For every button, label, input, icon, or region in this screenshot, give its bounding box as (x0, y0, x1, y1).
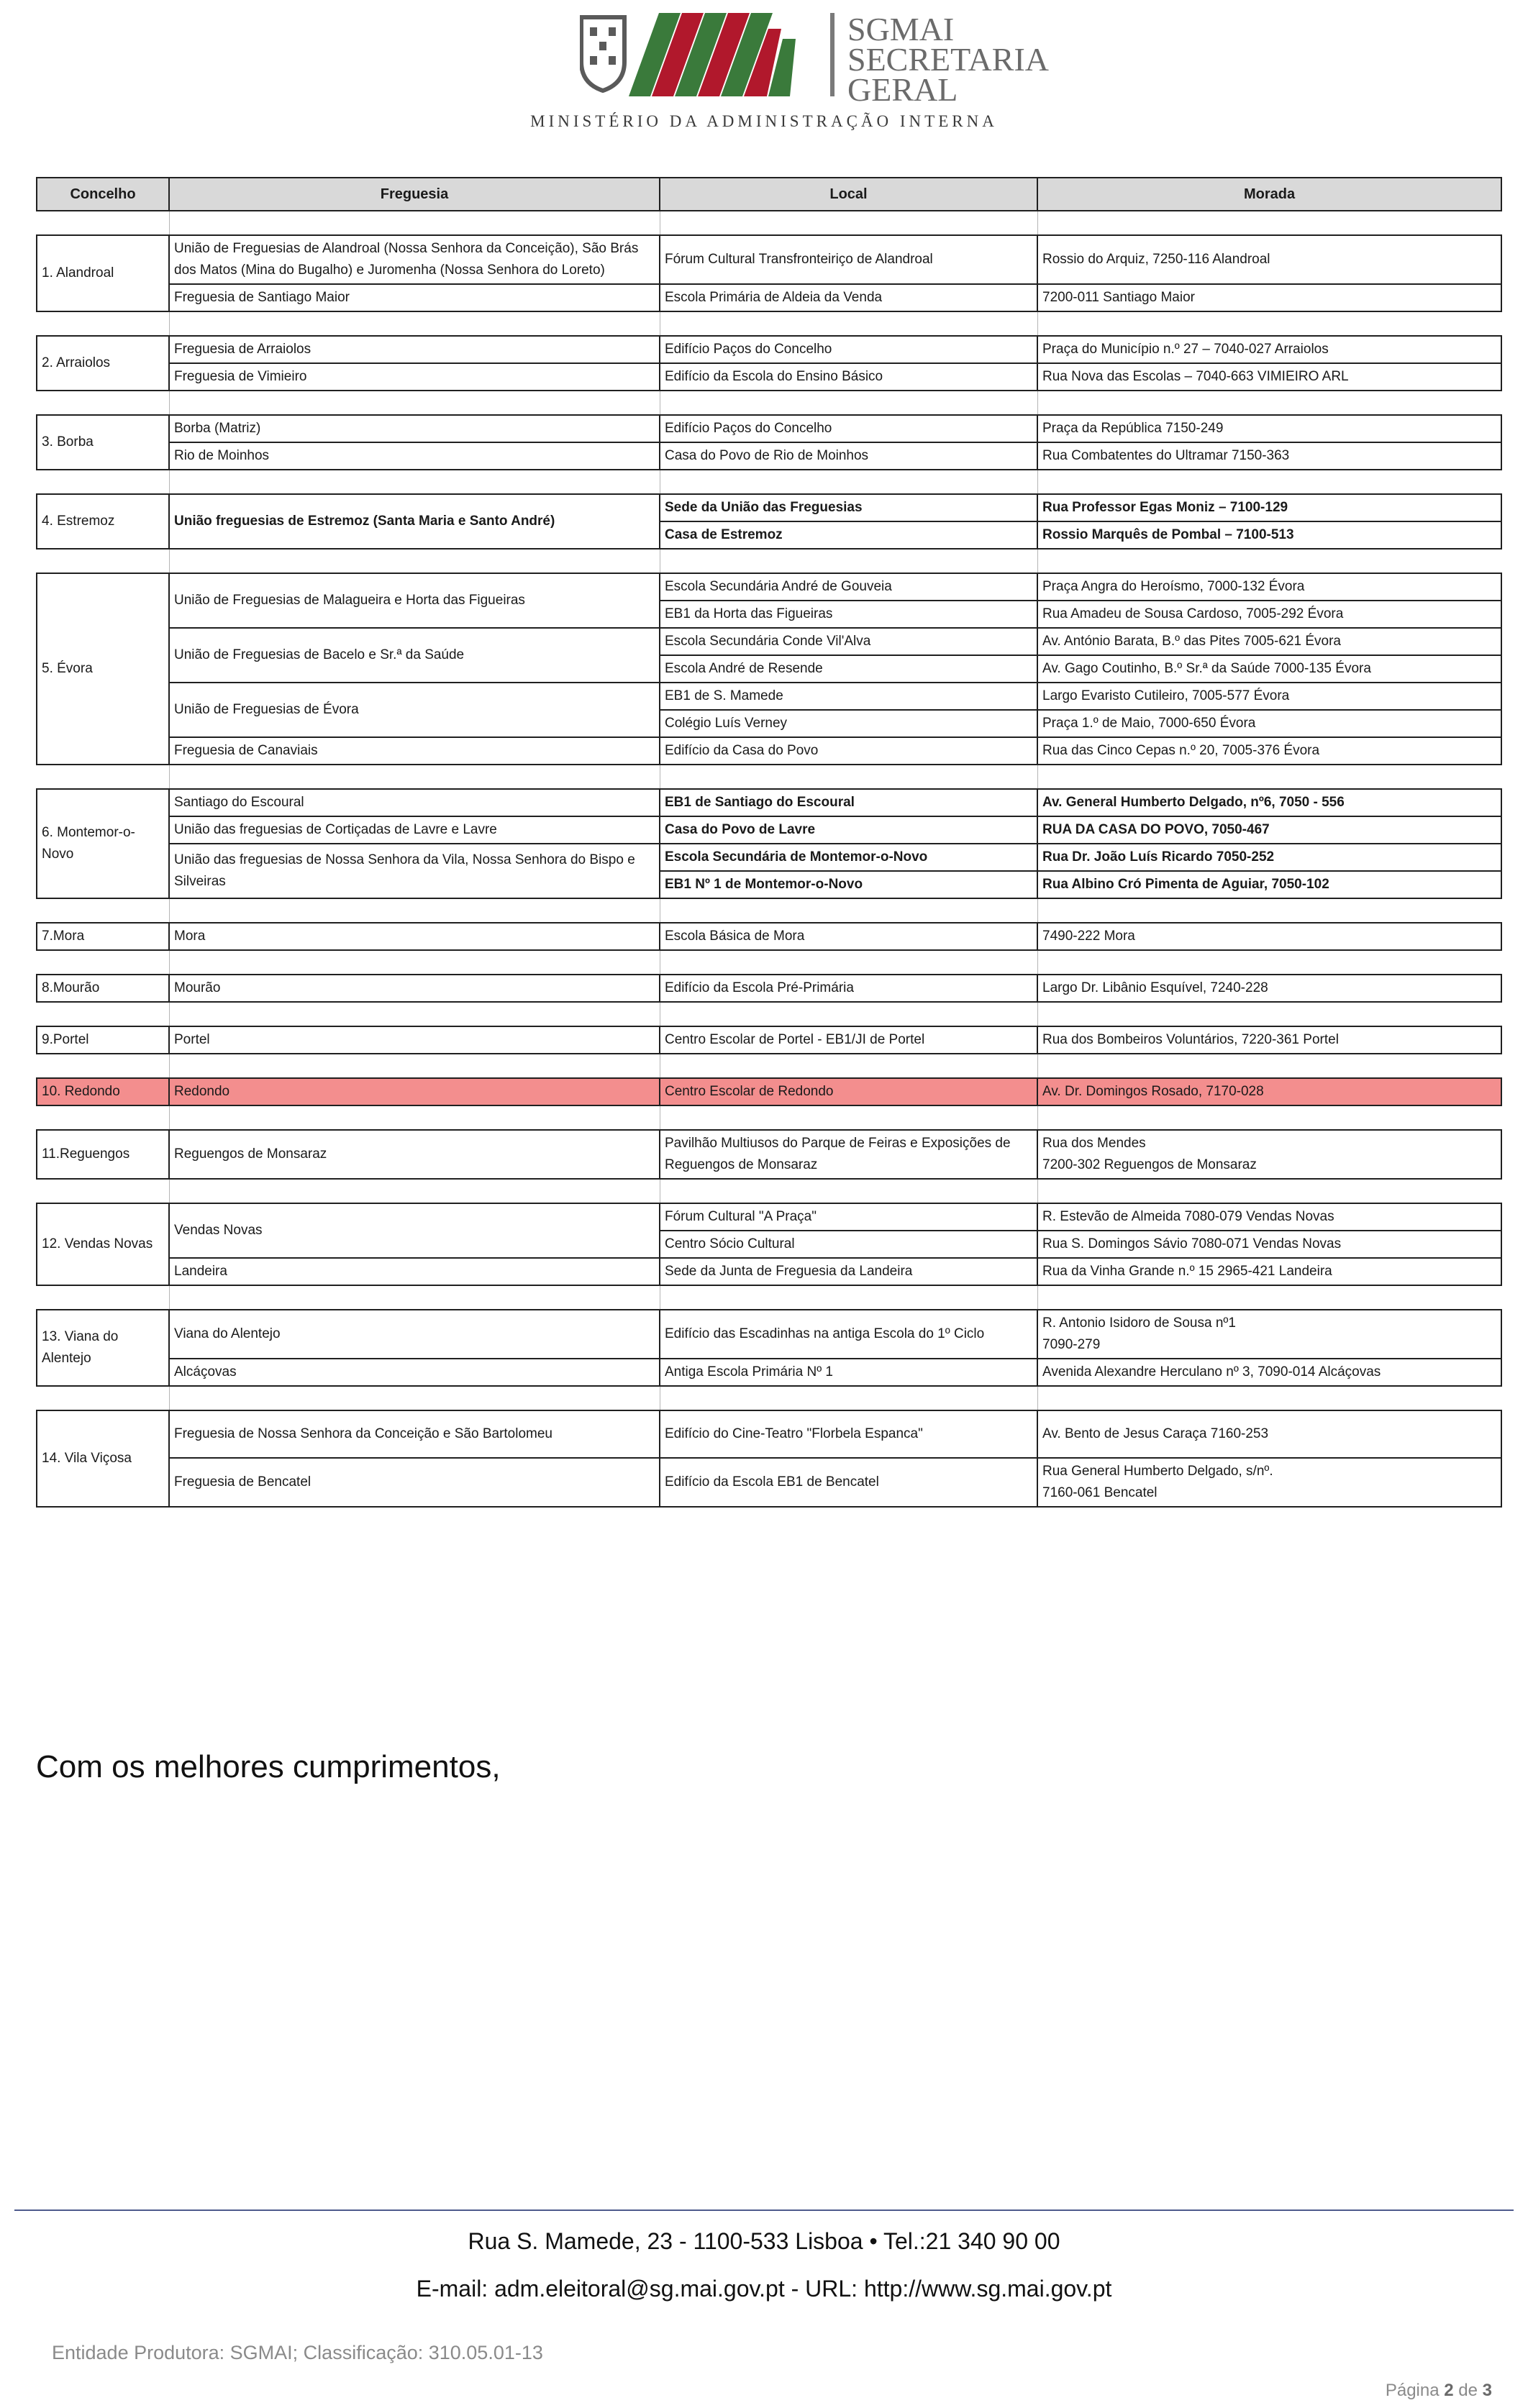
concelho-cell: 14. Vila Viçosa (37, 1410, 169, 1507)
page-total: 3 (1482, 2381, 1492, 2400)
freguesia-cell: União das freguesias de Nossa Senhora da Vila, Nossa Senhora do Bispo e Silveiras (169, 844, 660, 898)
morada-cell: Rua da Vinha Grande n.º 15 2965-421 Landeira (1037, 1258, 1501, 1285)
local-cell: Escola Secundária Conde Vil'Alva (660, 628, 1037, 655)
freguesia-cell: União de Freguesias de Malagueira e Horta das Figueiras (169, 573, 660, 628)
page-prefix: Página (1385, 2381, 1445, 2400)
morada-cell (1037, 1458, 1501, 1507)
table-separator (37, 549, 1501, 573)
polling-locations-table (36, 177, 1501, 1508)
freguesia-cell: Viana do Alentejo (169, 1310, 660, 1359)
freguesia-cell: Freguesia de Nossa Senhora da Conceição e São Bartolomeu (169, 1410, 660, 1458)
morada-cell: Rua Dr. João Luís Ricardo 7050-252 (1037, 844, 1501, 871)
logo-text-line3: GERAL (847, 71, 958, 108)
header-concelho: Concelho (37, 178, 169, 211)
freguesia-cell: União de Freguesias de Alandroal (Nossa Senhora da Conceição), São Brás dos Matos (Mina do Bugalho) e Juromenha (Nossa Senhora do Loreto) (169, 235, 660, 284)
freguesia-cell: União de Freguesias de Évora (169, 683, 660, 737)
concelho-cell: 1. Alandroal (37, 235, 169, 311)
concelho-cell: 13. Viana do Alentejo (37, 1310, 169, 1386)
table-separator (37, 1054, 1501, 1078)
table-row (37, 1130, 1501, 1179)
local-cell: EB1 Nº 1 de Montemor-o-Novo (660, 871, 1037, 898)
morada-cell: Avenida Alexandre Herculano nº 3, 7090-014 Alcáçovas (1037, 1359, 1501, 1386)
logo-text-line2: SECRETARIA (847, 41, 1049, 78)
freguesia-cell: Alcáçovas (169, 1359, 660, 1386)
table-row (37, 1410, 1501, 1458)
local-cell: Edifício da Escola EB1 de Bencatel (660, 1458, 1037, 1507)
morada-line: 7200-302 Reguengos de Monsaraz (1042, 1157, 1257, 1172)
morada-cell: Rua Professor Egas Moniz – 7100-129 (1037, 494, 1501, 521)
freguesia-cell: União de Freguesias de Bacelo e Sr.ª da Saúde (169, 628, 660, 683)
table-row (37, 844, 1501, 871)
table-row (37, 415, 1501, 442)
freguesia-cell: Mourão (169, 975, 660, 1002)
morada-line: 7160-061 Bencatel (1042, 1485, 1158, 1500)
local-cell: Escola André de Resende (660, 655, 1037, 683)
concelho-cell: 6. Montemor-o-Novo (37, 789, 169, 898)
morada-line: 7090-279 (1042, 1337, 1101, 1352)
freguesia-cell: Redondo (169, 1078, 660, 1105)
morada-cell: Rua Combatentes do Ultramar 7150-363 (1037, 442, 1501, 470)
table-row (37, 789, 1501, 816)
table-separator (37, 211, 1501, 235)
header-local: Local (660, 178, 1037, 211)
freguesia-cell: Freguesia de Santiago Maior (169, 284, 660, 311)
table-row (37, 284, 1501, 311)
freguesia-cell: União freguesias de Estremoz (Santa Maria e Santo André) (169, 494, 660, 549)
footer-divider (14, 2209, 1514, 2211)
morada-cell: Praça 1.º de Maio, 7000-650 Évora (1037, 710, 1501, 737)
local-cell: Centro Escolar de Portel - EB1/JI de Portel (660, 1026, 1037, 1054)
table-row (37, 816, 1501, 844)
table-row-highlighted (37, 1078, 1501, 1105)
concelho-cell: 12. Vendas Novas (37, 1203, 169, 1285)
concelho-cell: 9.Portel (37, 1026, 169, 1054)
local-cell: EB1 de Santiago do Escoural (660, 789, 1037, 816)
morada-cell: Av. Bento de Jesus Caraça 7160-253 (1037, 1410, 1501, 1458)
local-cell: Edifício do Cine-Teatro "Florbela Espanca" (660, 1410, 1037, 1458)
local-cell: Edifício Paços do Concelho (660, 415, 1037, 442)
morada-cell: 7200-011 Santiago Maior (1037, 284, 1501, 311)
freguesia-cell: União das freguesias de Cortiçadas de Lavre e Lavre (169, 816, 660, 844)
table-row (37, 494, 1501, 521)
concelho-cell: 7.Mora (37, 923, 169, 950)
morada-cell: RUA DA CASA DO POVO, 7050-467 (1037, 816, 1501, 844)
concelho-cell: 8.Mourão (37, 975, 169, 1002)
local-cell: Pavilhão Multiusos do Parque de Feiras e Exposições de Reguengos de Monsaraz (660, 1130, 1037, 1179)
morada-cell: Rua Amadeu de Sousa Cardoso, 7005-292 Évora (1037, 601, 1501, 628)
header-morada: Morada (1037, 178, 1501, 211)
footer-contacts: E-mail: adm.eleitoral@sg.mai.gov.pt - URL: http://www.sg.mai.gov.pt (416, 2276, 1112, 2302)
morada-cell: Rua das Cinco Cepas n.º 20, 7005-376 Évora (1037, 737, 1501, 765)
morada-cell: Rua S. Domingos Sávio 7080-071 Vendas Novas (1037, 1231, 1501, 1258)
freguesia-cell: Portel (169, 1026, 660, 1054)
table-row (37, 235, 1501, 284)
morada-cell: Rua Nova das Escolas – 7040-663 VIMIEIRO ARL (1037, 363, 1501, 391)
morada-cell: 7490-222 Mora (1037, 923, 1501, 950)
table-row (37, 573, 1501, 601)
local-cell: Sede da Junta de Freguesia da Landeira (660, 1258, 1037, 1285)
concelho-cell: 10. Redondo (37, 1078, 169, 1105)
table-separator (37, 1002, 1501, 1026)
morada-cell: Rossio do Arquiz, 7250-116 Alandroal (1037, 235, 1501, 284)
local-cell: Colégio Luís Verney (660, 710, 1037, 737)
morada-cell: Praça Angra do Heroísmo, 7000-132 Évora (1037, 573, 1501, 601)
morada-cell: Largo Evaristo Cutileiro, 7005-577 Évora (1037, 683, 1501, 710)
concelho-cell: 2. Arraiolos (37, 336, 169, 391)
table-header-row (37, 178, 1501, 211)
header-freguesia: Freguesia (169, 178, 660, 211)
table-separator (37, 391, 1501, 415)
page-number (1386, 2381, 1492, 2401)
local-cell: Sede da União das Freguesias (660, 494, 1037, 521)
table-separator (37, 1105, 1501, 1130)
freguesia-cell: Freguesia de Canaviais (169, 737, 660, 765)
local-cell: Antiga Escola Primária Nº 1 (660, 1359, 1037, 1386)
morada-line: Rua General Humberto Delgado, s/nº. (1042, 1464, 1273, 1479)
table-row (37, 1258, 1501, 1285)
morada-cell: Praça da República 7150-249 (1037, 415, 1501, 442)
table-row (37, 1359, 1501, 1386)
local-cell: Fórum Cultural "A Praça" (660, 1203, 1037, 1231)
local-cell: Edifício Paços do Concelho (660, 336, 1037, 363)
freguesia-cell: Borba (Matriz) (169, 415, 660, 442)
local-cell: Escola Primária de Aldeia da Venda (660, 284, 1037, 311)
morada-cell: Av. Dr. Domingos Rosado, 7170-028 (1037, 1078, 1501, 1105)
local-cell: EB1 da Horta das Figueiras (660, 601, 1037, 628)
concelho-cell: 11.Reguengos (37, 1130, 169, 1179)
morada-cell: Av. António Barata, B.º das Pites 7005-621 Évora (1037, 628, 1501, 655)
table-separator (37, 950, 1501, 975)
morada-line: R. Antonio Isidoro de Sousa nº1 (1042, 1315, 1236, 1331)
local-cell: Escola Básica de Mora (660, 923, 1037, 950)
table-row (37, 1203, 1501, 1231)
table-separator (37, 1179, 1501, 1203)
table-row (37, 628, 1501, 655)
table-row (37, 923, 1501, 950)
table-separator (37, 898, 1501, 923)
table-row (37, 1310, 1501, 1359)
freguesia-cell: Reguengos de Monsaraz (169, 1130, 660, 1179)
table-row (37, 737, 1501, 765)
morada-cell (1037, 1130, 1501, 1179)
table-row (37, 1026, 1501, 1054)
local-cell: Edifício das Escadinhas na antiga Escola do 1º Ciclo (660, 1310, 1037, 1359)
footer-entity: Entidade Produtora: SGMAI; Classificação: 310.05.01-13 (52, 2342, 543, 2363)
morada-cell: Rua dos Bombeiros Voluntários, 7220-361 Portel (1037, 1026, 1501, 1054)
morada-cell: Av. Gago Coutinho, B.º Sr.ª da Saúde 7000-135 Évora (1037, 655, 1501, 683)
ministry-name: MINISTÉRIO DA ADMINISTRAÇÃO INTERNA (530, 112, 998, 130)
morada-cell: Rua Albino Cró Pimenta de Aguiar, 7050-102 (1037, 871, 1501, 898)
freguesia-cell: Freguesia de Arraiolos (169, 336, 660, 363)
table-row (37, 1458, 1501, 1507)
table-row (37, 975, 1501, 1002)
footer-address: Rua S. Mamede, 23 - 1100-533 Lisboa • Tel.:21 340 90 00 (468, 2228, 1060, 2254)
concelho-cell: 3. Borba (37, 415, 169, 470)
local-cell: EB1 de S. Mamede (660, 683, 1037, 710)
local-cell: Casa de Estremoz (660, 521, 1037, 549)
freguesia-cell: Freguesia de Vimieiro (169, 363, 660, 391)
local-cell: Centro Escolar de Redondo (660, 1078, 1037, 1105)
morada-cell: Av. General Humberto Delgado, nº6, 7050 - 556 (1037, 789, 1501, 816)
local-cell: Casa do Povo de Rio de Moinhos (660, 442, 1037, 470)
morada-cell: R. Estevão de Almeida 7080-079 Vendas Novas (1037, 1203, 1501, 1231)
freguesia-cell: Landeira (169, 1258, 660, 1285)
local-cell: Edifício da Escola Pré-Primária (660, 975, 1037, 1002)
freguesia-cell: Mora (169, 923, 660, 950)
table-separator (37, 470, 1501, 494)
local-cell: Escola Secundária de Montemor-o-Novo (660, 844, 1037, 871)
page-current: 2 (1444, 2381, 1454, 2400)
freguesia-cell: Santiago do Escoural (169, 789, 660, 816)
logo-text-line1: SGMAI (847, 11, 955, 47)
morada-cell: Rossio Marquês de Pombal – 7100-513 (1037, 521, 1501, 549)
concelho-cell: 4. Estremoz (37, 494, 169, 549)
freguesia-cell: Vendas Novas (169, 1203, 660, 1258)
local-cell: Edifício da Escola do Ensino Básico (660, 363, 1037, 391)
table-row (37, 336, 1501, 363)
freguesia-cell: Freguesia de Bencatel (169, 1458, 660, 1507)
local-cell: Escola Secundária André de Gouveia (660, 573, 1037, 601)
morada-cell: Largo Dr. Libânio Esquível, 7240-228 (1037, 975, 1501, 1002)
morada-cell: Praça do Município n.º 27 – 7040-027 Arraiolos (1037, 336, 1501, 363)
freguesia-cell: Rio de Moinhos (169, 442, 660, 470)
table-separator (37, 765, 1501, 789)
concelho-cell: 5. Évora (37, 573, 169, 765)
table-separator (37, 311, 1501, 336)
table-separator (37, 1285, 1501, 1310)
local-cell: Centro Sócio Cultural (660, 1231, 1037, 1258)
morada-cell (1037, 1310, 1501, 1359)
page-of: de (1453, 2381, 1483, 2400)
local-cell: Casa do Povo de Lavre (660, 816, 1037, 844)
closing-text: Com os melhores cumprimentos, (36, 1749, 501, 1784)
table-row (37, 442, 1501, 470)
local-cell: Edifício da Casa do Povo (660, 737, 1037, 765)
local-cell: Fórum Cultural Transfronteiriço de Alandroal (660, 235, 1037, 284)
table-separator (37, 1386, 1501, 1410)
table-row (37, 363, 1501, 391)
table-row (37, 683, 1501, 710)
morada-line: Rua dos Mendes (1042, 1136, 1146, 1151)
